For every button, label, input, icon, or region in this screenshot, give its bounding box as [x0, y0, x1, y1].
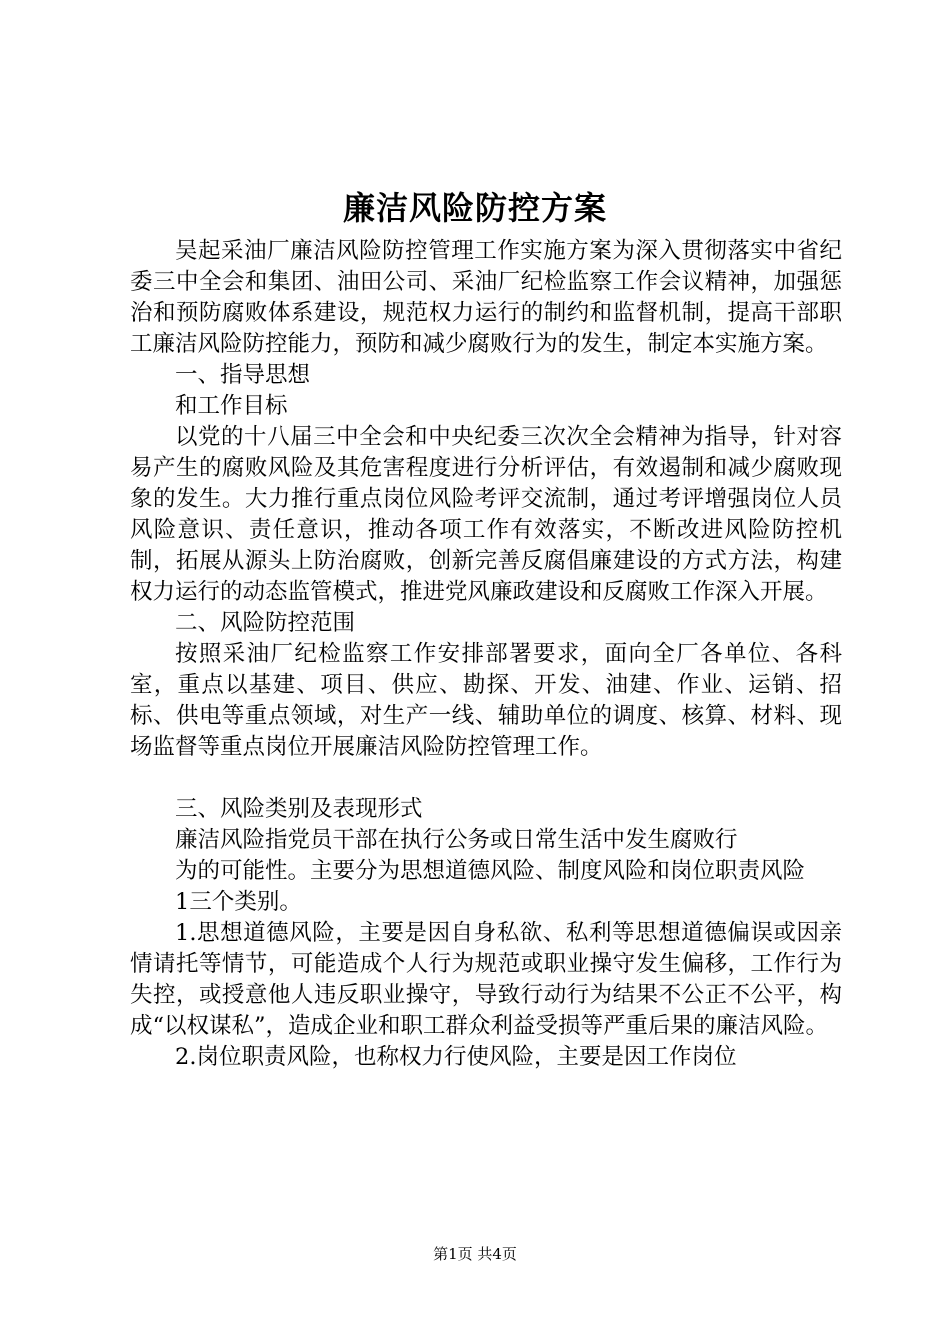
section-heading-2: 二、风险防控范围: [175, 610, 356, 636]
paragraph-duty-risk: 2.岗位职责风险，也称权力行使风险，主要是因工作岗位: [175, 1044, 737, 1070]
paragraph-moral-risk: 1.思想道德风险，主要是因自身私欲、私利等思想道德偏误或因亲情请托等情节，可能造成个人行为规范或职业操守发生偏移，工作行为失控，或授意他人违反职业操守，导致行动行为结果不公正不公平，构成“以权谋私”，造成企业和职工群众利益受损等严重后果的廉洁风险。: [130, 920, 842, 1039]
section-heading-1: 一、指导思想: [175, 362, 311, 388]
document-body: [130, 236, 842, 1073]
section-heading-1-cont: 和工作目标: [175, 393, 288, 419]
paragraph-scope: 按照采油厂纪检监察工作安排部署要求，面向全厂各单位、各科室，重点以基建、项目、供应、勘探、开发、油建、作业、运销、招标、供电等重点领域，对生产一线、辅助单位的调度、核算、材料、现场监督等重点岗位开展廉洁风险防控管理工作。: [130, 641, 842, 760]
page-footer: 第1页 共4页: [433, 1245, 517, 1263]
document-title: 廉洁风险防控方案: [342, 189, 607, 227]
paragraph-guiding-thought: 以党的十八届三中全会和中央纪委三次次全会精神为指导，针对容易产生的腐败风险及其危害程度进行分析评估，有效遏制和减少腐败现象的发生。大力推行重点岗位风险考评交流制，通过考评增强岗位人员风险意识、责任意识，推动各项工作有效落实，不断改进风险防控机制，拓展从源头上防治腐败，创新完善反腐倡廉建设的方式方法，构建权力运行的动态监管模式，推进党风廉政建设和反腐败工作深入开展。: [130, 424, 842, 605]
paragraph-risk-definition: 廉洁风险指党员干部在执行公务或日常生活中发生腐败行: [175, 827, 738, 853]
blank-line: [130, 763, 842, 794]
paragraph-three-categories: 1三个类别。: [175, 889, 302, 915]
paragraph-risk-types: 为的可能性。主要分为思想道德风险、制度风险和岗位职责风险: [175, 858, 806, 884]
section-heading-3: 三、风险类别及表现形式: [175, 796, 423, 822]
paragraph-intro: 吴起采油厂廉洁风险防控管理工作实施方案为深入贯彻落实中省纪委三中全会和集团、油田公司、采油厂纪检监察工作会议精神，加强惩治和预防腐败体系建设，规范权力运行的制约和监督机制，提高干部职工廉洁风险防控能力，预防和减少腐败行为的发生，制定本实施方案。: [130, 238, 842, 357]
